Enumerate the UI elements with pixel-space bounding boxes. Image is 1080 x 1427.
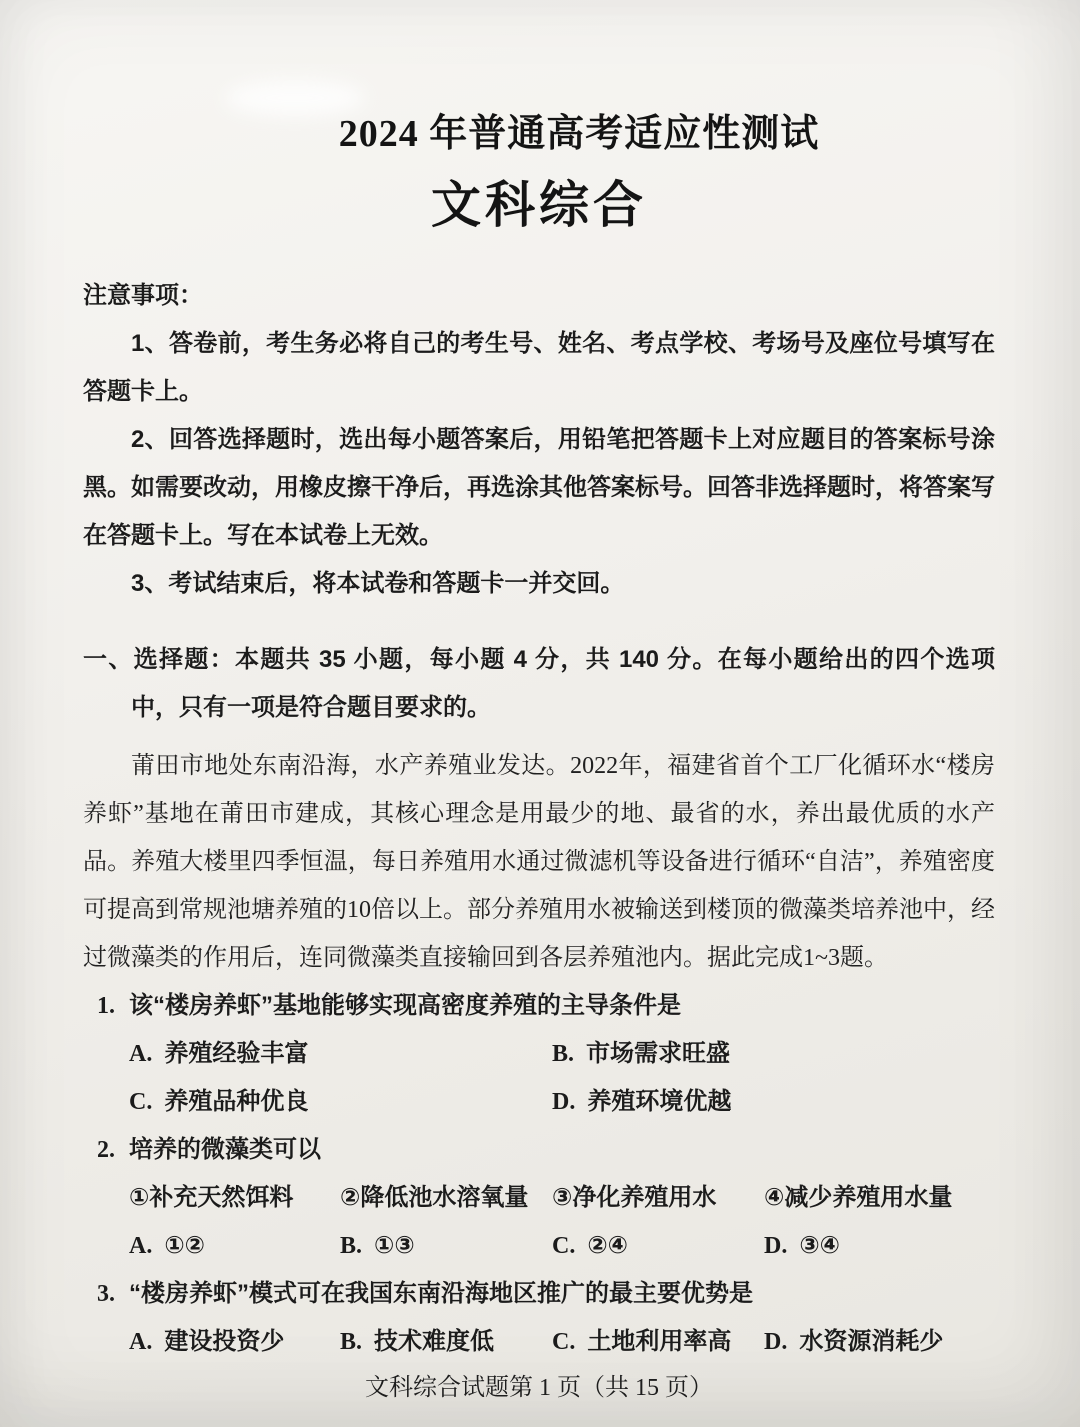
question-1-option-d xyxy=(552,1078,995,1126)
sub-item-1: ①补充天然饵料 xyxy=(129,1184,294,1211)
option-label: B. xyxy=(552,1041,575,1067)
question-2-stem xyxy=(83,1126,995,1174)
exam-subject-title: 文科综合 xyxy=(431,177,647,233)
question-1-number: 1. xyxy=(97,993,115,1019)
sub-item-3: ③净化养殖用水 xyxy=(552,1184,717,1211)
option-label: D. xyxy=(552,1089,576,1115)
question-2-option-d xyxy=(764,1222,995,1270)
option-text: ①③ xyxy=(374,1232,415,1259)
option-text: 水资源消耗少 xyxy=(799,1328,944,1355)
question-1-option-b xyxy=(552,1030,995,1078)
sub-item-4: ④减少养殖用水量 xyxy=(764,1184,953,1211)
question-2-option-c xyxy=(552,1222,764,1270)
question-1-text: 该“楼房养虾”基地能够实现高密度养殖的主导条件是 xyxy=(129,992,681,1019)
question-3-option-c xyxy=(552,1318,764,1366)
question-3-number: 3. xyxy=(97,1281,115,1307)
option-text: 市场需求旺盛 xyxy=(586,1040,731,1067)
notice-heading: 注意事项： xyxy=(83,282,203,309)
page-footer: 文科综合试题第 1 页（共 15 页） xyxy=(365,1375,713,1401)
reading-passage: 莆田市地处东南沿海，水产养殖业发达。2022年，福建省首个工厂化循环水“楼房养虾”基地在莆田市建成，其核心理念是用最少的地、最省的水，养出最优质的水产品。养殖大楼里四季恒温，每日养殖用水通过微滤机等设备进行循环“自洁”，养殖密度可提高到常规池塘养殖的10倍以上。部分养殖用水被输送到楼顶的微藻类培养池中，经过微藻类的作用后，连同微藻类直接输回到各层养殖池内。据此完成1~3题。 xyxy=(83,753,995,971)
option-text: 技术难度低 xyxy=(374,1328,495,1355)
question-2 xyxy=(83,1126,995,1270)
option-label: C. xyxy=(552,1233,576,1259)
question-3-stem xyxy=(83,1270,995,1318)
question-2-option-b xyxy=(340,1222,552,1270)
notice-item-3: 3、考试结束后，将本试卷和答题卡一并交回。 xyxy=(131,570,625,597)
question-3-text: “楼房养虾”模式可在我国东南沿海地区推广的最主要优势是 xyxy=(129,1280,753,1307)
question-2-text: 培养的微藻类可以 xyxy=(129,1136,321,1163)
option-text: ①② xyxy=(164,1232,205,1259)
question-3 xyxy=(83,1270,995,1366)
question-2-option-a xyxy=(129,1222,340,1270)
question-3-option-a xyxy=(129,1318,340,1366)
question-1-option-a xyxy=(129,1030,552,1078)
question-1-stem xyxy=(83,982,995,1030)
option-label: A. xyxy=(129,1329,153,1355)
option-label: C. xyxy=(129,1089,153,1115)
question-1 xyxy=(83,982,995,1126)
question-3-options xyxy=(129,1318,995,1366)
sub-item-2: ②降低池水溶氧量 xyxy=(340,1184,529,1211)
scan-smudge-artifact xyxy=(225,80,365,116)
question-2-sub-items xyxy=(129,1174,995,1222)
option-label: B. xyxy=(340,1329,363,1355)
option-text: 养殖经验丰富 xyxy=(164,1040,309,1067)
question-2-number: 2. xyxy=(97,1137,115,1163)
question-3-option-d xyxy=(764,1318,995,1366)
question-1-option-c xyxy=(129,1078,552,1126)
option-text: ②④ xyxy=(587,1232,628,1259)
option-label: D. xyxy=(764,1233,788,1259)
question-2-options xyxy=(129,1222,995,1270)
option-text: 建设投资少 xyxy=(164,1328,285,1355)
option-label: B. xyxy=(340,1233,363,1259)
option-label: C. xyxy=(552,1329,576,1355)
exam-title: 2024 年普通高考适应性测试 xyxy=(338,113,820,155)
option-text: 土地利用率高 xyxy=(587,1328,732,1355)
option-text: ③④ xyxy=(799,1232,840,1259)
option-text: 养殖环境优越 xyxy=(587,1088,732,1115)
question-1-options xyxy=(129,1030,995,1126)
notice-item-2: 2、回答选择题时，选出每小题答案后，用铅笔把答题卡上对应题目的答案标号涂黑。如需要改动，用橡皮擦干净后，再选涂其他答案标号。回答非选择题时，将答案写在答题卡上。写在本试卷上无效。 xyxy=(83,426,995,549)
option-label: D. xyxy=(764,1329,788,1355)
option-label: A. xyxy=(129,1041,153,1067)
option-label: A. xyxy=(129,1233,153,1259)
section-one-heading: 一、选择题：本题共 35 小题，每小题 4 分，共 140 分。在每小题给出的四个选项中，只有一项是符合题目要求的。 xyxy=(83,646,995,721)
question-3-option-b xyxy=(340,1318,552,1366)
notice-section xyxy=(83,272,995,608)
option-text: 养殖品种优良 xyxy=(164,1088,309,1115)
notice-item-1: 1、答卷前，考生务必将自己的考生号、姓名、考点学校、考场号及座位号填写在答题卡上。 xyxy=(83,330,995,405)
